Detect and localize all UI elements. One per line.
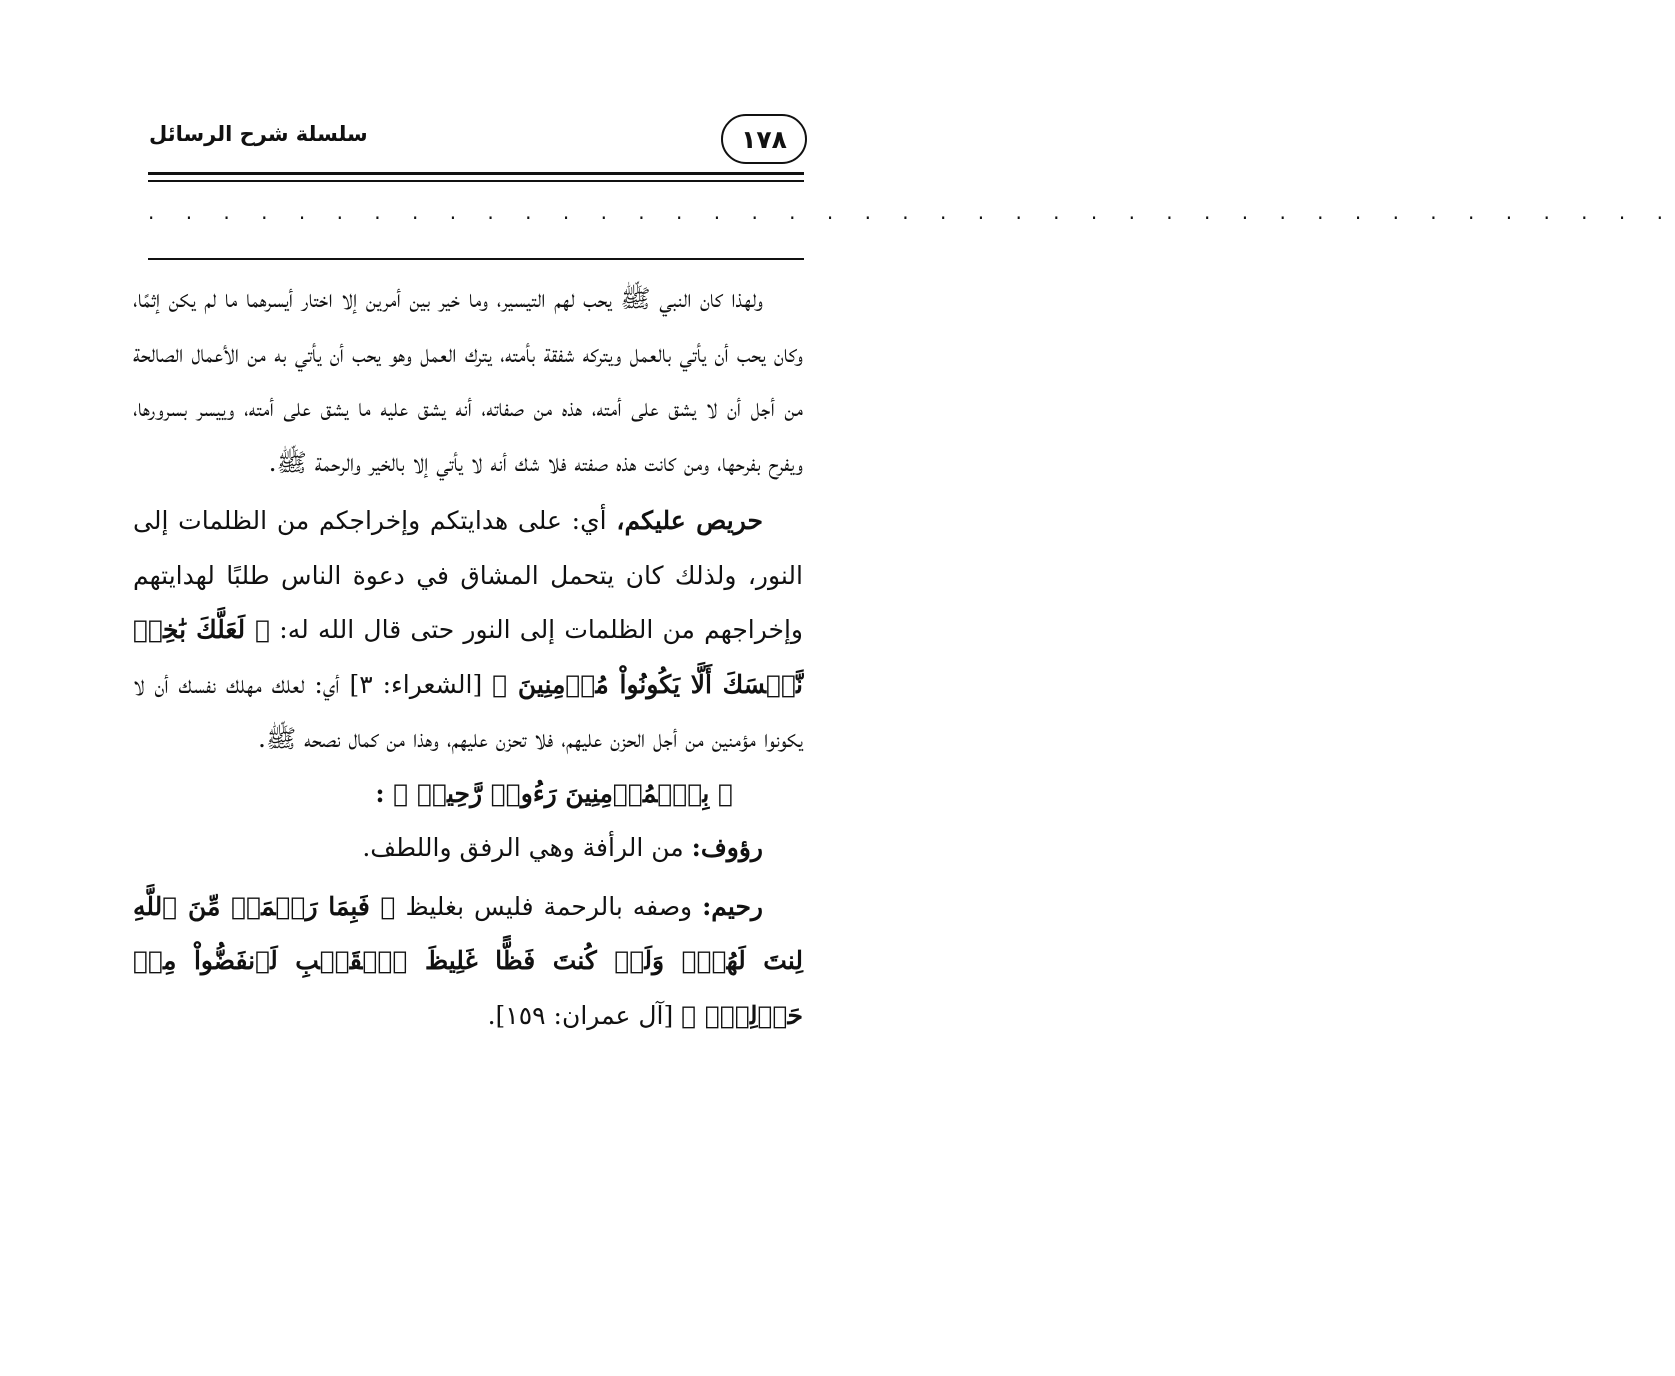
header-rule-thick xyxy=(148,172,804,175)
paragraph-3-text: من الرأفة وهي الرفق واللطف. xyxy=(362,833,692,862)
term-harees: حريص عليكم، xyxy=(616,506,763,535)
page-number: ١٧٨ xyxy=(721,114,807,164)
paragraph-4 xyxy=(133,880,803,1044)
paragraph-2 xyxy=(133,494,803,767)
page-body xyxy=(133,272,803,1043)
page-header xyxy=(135,108,807,168)
dotted-separator: . . . . . . . . . . . . . . . . . . . . . . . . . . . . . . . . . . . . . . . . . xyxy=(148,200,1675,224)
verse-heading: ﴿ بِٱلۡمُؤۡمِنِينَ رَءُوفٞ رَّحِيمٞ ﴾ : xyxy=(375,778,733,808)
paragraph-1: ولهذا كان النبي ﷺ يحب لهم التيسير، وما خير بين أمرين إلا اختار أيسرهما ما لم يكن إثمًا، وكان يحب أن يأتي بالعمل ويتركه شفقة بأمته، يترك العمل وهو يحب أن يأتي به من الأعمال الصالحة من أجل أن لا يشق على أمته، هذه من صفاته، أنه يشق عليه ما يشق على أمته، وييسر بسرورها، ويفرح بفرحها، ومن كانت هذه صفته فلا شك أنه لا يأتي إلا بالخير والرحمة ﷺ. xyxy=(133,284,803,477)
citation-imran: [آل عمران: ١٥٩]. xyxy=(487,1000,682,1030)
paragraph-3 xyxy=(133,821,803,876)
term-raoof: رؤوف: xyxy=(691,833,763,862)
series-title: سلسلة شرح الرسائل xyxy=(149,122,368,146)
citation-shuara: [الشعراء: ٣] xyxy=(349,669,493,699)
paragraph-2-text: أي: على هدايتكم وإخراجكم من الظلمات إلى النور، ولذلك كان يتحمل المشاق في دعوة الناس طلبًا لهدايتهم وإخراجهم من الظلمات إلى النور حتى قال الله له: xyxy=(133,506,803,644)
quran-verse-imran: ﴿ فَبِمَا رَحۡمَةٖ مِّنَ ٱللَّهِ لِنتَ لَهُمۡۖ وَلَوۡ كُنتَ فَظًّا غَلِيظَ ٱلۡقَلۡبِ لَٱنفَضُّواْ مِنۡ حَوۡلِكَۖ ﴾ xyxy=(133,891,803,1030)
term-raheem: رحيم: xyxy=(702,891,763,921)
paragraph-4-text: وصفه بالرحمة فليس بغليظ xyxy=(395,891,703,921)
header-rule-thin xyxy=(148,180,804,182)
quran-verse-shuara: ﴿ لَعَلَّكَ بَٰخِعٞ نَّفۡسَكَ أَلَّا يَكُونُواْ مُؤۡمِنِينَ ﴾ xyxy=(133,615,803,699)
paragraph-2-text-2: أي: لعلك مهلك نفسك أن لا يكونوا مؤمنين من أجل الحزن عليهم، فلا تحزن عليهم، وهذا من كمال نصحه ﷺ. xyxy=(133,669,803,753)
section-rule xyxy=(148,258,804,260)
